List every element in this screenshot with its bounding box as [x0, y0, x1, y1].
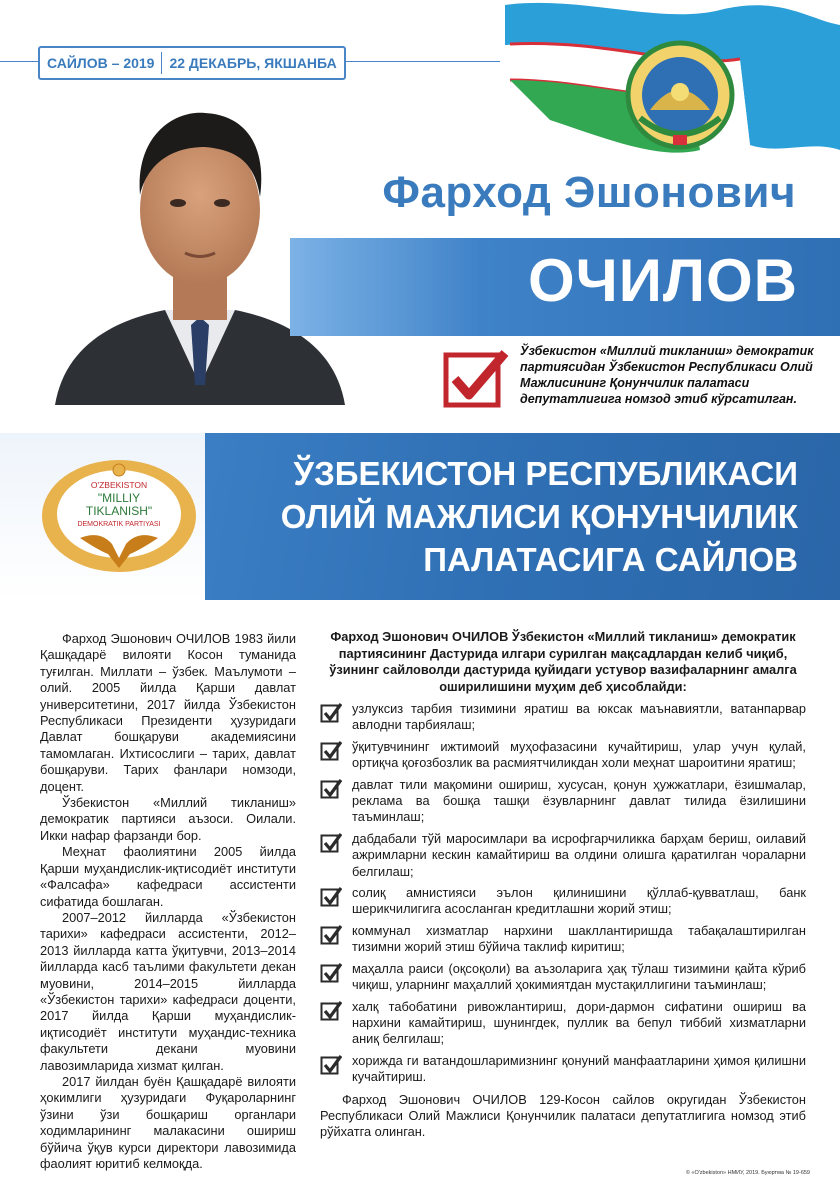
- checkbox-icon: [320, 832, 342, 854]
- biography: [40, 631, 296, 1172]
- party-logo: [40, 458, 198, 576]
- program-goal-text: халқ табобатини ривожлантириш, дори-дармон сифатини ошириш ва нархини камайтириш, шунингдек, пуллик ва бепул тиббий хизматларни аниқ белгилаш;: [352, 998, 806, 1047]
- program-closing: Фарход Эшонович ОЧИЛОВ 129-Косон сайлов округидан Ўзбекистон Республикаси Олий Мажлиси Қонунчилик палатаси депутатлигига номзод этиб рўйхатга олинган.: [320, 1091, 806, 1140]
- program-goal-item: [320, 1053, 806, 1086]
- checkbox-icon: [320, 702, 342, 724]
- program-goals: [320, 701, 806, 1086]
- program-goal-text: коммунал хизматлар нархини шакллантиришда табақалаштирилган тизимни жорий этиш бўйича таклиф киритиш;: [352, 922, 806, 955]
- biography-paragraph: 2007–2012 йилларда «Ўзбекистон тарихи» кафедраси ассистенти, 2012–2013 йилларда катта ўқитувчи, 2013–2014 йилларда касб таълими факультети декан муовини, 2014–2015 йилларда «Ўзбекистон тарихи» кафедраси доценти, 2017 йилда Қарши муҳандислик-иқтисодиёт институти муҳандис-техника факультети декани муовини лавозимларида хизмат қилган.: [40, 909, 296, 1073]
- election-title-line: ЎЗБЕКИСТОН РЕСПУБЛИКАСИ: [293, 455, 798, 492]
- program-goal-text: дабдабали тўй маросимлари ва исрофгарчиликка барҳам бериш, оилавий ажримларни кескин камайтириш ва олдини олишга қаратилган чораларни белгилаш;: [352, 830, 806, 879]
- biography-paragraph: Фарход Эшонович ОЧИЛОВ 1983 йили Қашқадарё вилояти Косон туманида туғилган. Миллати – ўзбек. Маълумоти – олий. 2005 йилда Қарши давлат университетини, 2017 йилда Ўзбекистон Республикаси Президенти ҳузуридаги Давлат бошқаруви академиясини тамомлаган. Ихтисослиги – тарих, давлат бошқаруви. Тарих фанлари номзоди, доцент.: [40, 631, 296, 794]
- checkbox-icon: [320, 1000, 342, 1022]
- program-goal-item: [320, 923, 806, 956]
- program-goal-text: солиқ амнистияси эълон қилинишини қўллаб-қувватлаш, банк шерикчилигига асосланган кредитлашни жорий этиш;: [352, 885, 806, 917]
- checkbox-icon: [320, 962, 342, 984]
- program-goal-item: [320, 831, 806, 880]
- party-logo-line1: O'ZBEKISTON: [90, 480, 148, 490]
- election-title: [198, 452, 798, 581]
- checkbox-icon: [320, 924, 342, 946]
- biography-paragraph: Меҳнат фаолиятини 2005 йилда Қарши муҳандислик-иқтисодиёт институти «Фалсафа» кафедраси ассистенти сифатида бошлаган.: [40, 844, 296, 909]
- party-logo-line4: DEMOKRATIK PARTIYASI: [77, 521, 161, 528]
- program-goal-item: [320, 701, 806, 734]
- date-label: 22 ДЕКАБРЬ, ЯКШАНБА: [169, 55, 337, 71]
- program-goal-item: [320, 961, 806, 994]
- checkbox-icon: [320, 740, 342, 762]
- event-label: САЙЛОВ – 2019: [47, 55, 155, 71]
- program-goal-text: давлат тили мақомини ошириш, хусусан, қонун ҳужжатлари, ёзишмалар, реклама ва бошқа ташқи ёзувларнинг давлат тилида ёзилишини таъминлаш;: [352, 776, 806, 825]
- nomination-statement: Ўзбекистон «Миллий тикланиш» демократик партиясидан Ўзбекистон Республикаси Олий Мажлисининг Қонунчилик палатаси депутатлигига номзод этиб кўрсатилган.: [520, 344, 814, 406]
- party-logo-line3: TIKLANISH": [85, 504, 153, 518]
- footer-imprint: © «O'zbekiston» НМИУ, 2019. Буюртма № 19-659: [685, 1170, 810, 1176]
- election-title-line: ПАЛАТАСИГА САЙЛОВ: [423, 541, 798, 578]
- election-title-line: ОЛИЙ МАЖЛИСИ ҚОНУНЧИЛИК: [280, 498, 798, 535]
- ballot-check-icon: [443, 349, 509, 409]
- date-badge: [38, 46, 346, 80]
- party-logo-line2: "MILLIY: [97, 491, 141, 505]
- checkbox-icon: [320, 886, 342, 908]
- program-goal-item: [320, 777, 806, 826]
- program-goal-item: [320, 739, 806, 772]
- checkbox-icon: [320, 1054, 342, 1076]
- program-goal-item: [320, 885, 806, 918]
- checkbox-icon: [320, 778, 342, 800]
- program-goal-text: хорижда ги ватандошларимизнинг қонуний манфаатларини ҳимоя қилишни кучайтириш.: [352, 1052, 806, 1085]
- flag-emblem-graphic: [490, 0, 840, 180]
- biography-paragraph: 2017 йилдан буён Қашқадарё вилояти ҳокимлиги ҳузуридаги Фуқароларнинг ўзини ўзи бошқариш органлари ходимларининг малакасини ошириш бўйича ўқув курси директори лавозимида фаолият юритиб келмоқда.: [40, 1073, 296, 1171]
- candidate-last-name: ОЧИЛОВ: [527, 247, 798, 314]
- candidate-first-names: Фарход Эшонович: [382, 168, 796, 217]
- program-goal-item: [320, 999, 806, 1048]
- program-intro: Фарход Эшонович ОЧИЛОВ Ўзбекистон «Миллий тикланиш» демократик партиясининг Дастурида илгари сурилган мақсадлардан келиб чиқиб, ўзининг сайловолди дастурида қуйидаги устувор вазифаларнинг амалга оширилишини муҳим деб ҳисоблайди:: [329, 629, 797, 694]
- biography-paragraph: Ўзбекистон «Миллий тикланиш» демократик партияси аъзоси. Оилали. Икки нафар фарзанди бор.: [40, 795, 296, 843]
- program-goal-text: ўқитувчининг ижтимоий муҳофазасини кучайтириш, улар учун қулай, ортиқча қоғозбозлик ва расмиятчиликдан холи меҳнат шароитини яратиш;: [352, 738, 806, 771]
- program-goal-text: узлуксиз тарбия тизимини яратиш ва юксак маънавиятли, ватанпарвар авлодни тарбиялаш;: [352, 701, 806, 733]
- program-goal-text: маҳалла раиси (оқсоқоли) ва аъзоларига ҳақ тўлаш тизимини қайта кўриб чиқиш, уларнинг маҳаллий ҳокимиятдан мустақиллигини таъминлаш;: [352, 960, 806, 993]
- election-program: [320, 629, 806, 1141]
